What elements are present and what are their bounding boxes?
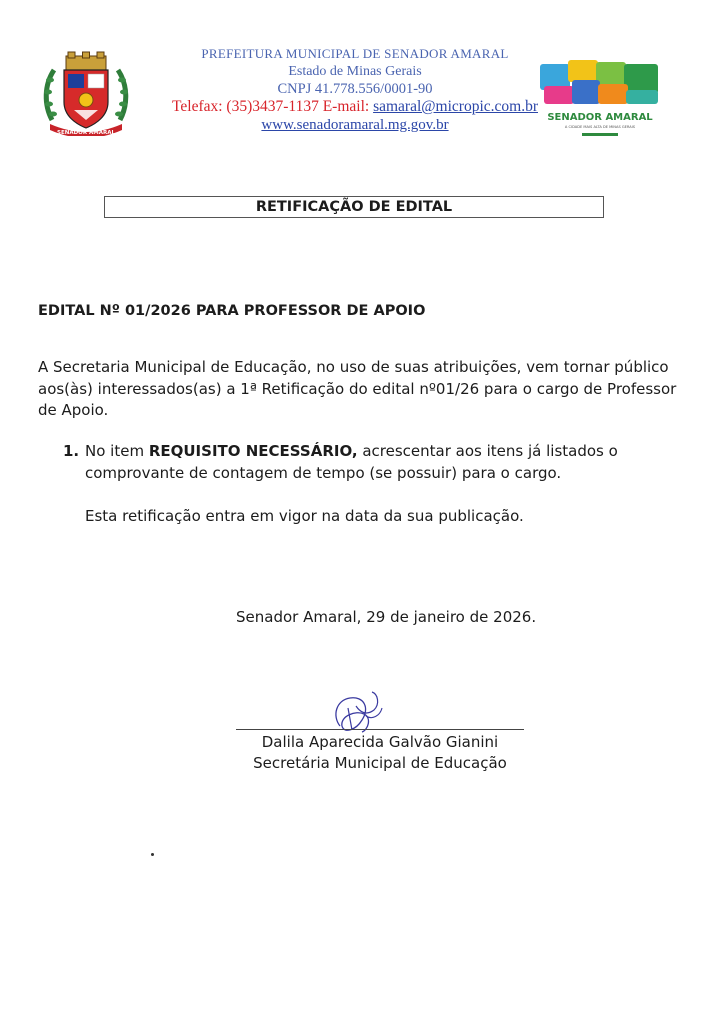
crest-ribbon-text: SENADOR AMARAL — [57, 130, 115, 136]
city-brand-logo-icon — [538, 58, 662, 140]
list-item — [85, 441, 645, 484]
header-website-link[interactable]: www.senadoramaral.mg.gov.br — [261, 117, 449, 133]
document-title-box: RETIFICAÇÃO DE EDITAL — [104, 196, 604, 218]
header-email-link[interactable]: samaral@micropic.com.br — [373, 98, 538, 115]
header-cnpj: CNPJ 41.778.556/0001-90 — [277, 81, 433, 97]
header-state: Estado de Minas Gerais — [288, 64, 422, 79]
edital-heading: EDITAL Nº 01/2026 PARA PROFESSOR DE APOIO — [38, 303, 426, 319]
list-item-number: 1. — [63, 442, 80, 460]
signatory-name: Dalila Aparecida Galvão Gianini — [261, 733, 499, 751]
stray-mark — [151, 853, 154, 856]
effective-paragraph: Esta retificação entra em vigor na data da sua publicação. — [85, 507, 524, 525]
brand-logo-name: SENADOR AMARAL — [547, 112, 653, 123]
intro-paragraph: A Secretaria Municipal de Educação, no uso de suas atribuições, vem tornar público aos(às) interessados(as) a 1ª Retificação do edital nº01/26 para o cargo de Professor de Apoio. — [38, 358, 677, 419]
signature-line — [236, 729, 524, 730]
header-title: PREFEITURA MUNICIPAL DE SENADOR AMARAL — [201, 46, 509, 61]
brand-logo-tagline: A CIDADE MAIS ALTA DE MINAS GERAIS — [564, 125, 636, 129]
place-date: Senador Amaral, 29 de janeiro de 2026. — [236, 608, 537, 626]
municipal-crest-icon — [42, 50, 130, 136]
list-item-prefix: No item — [85, 442, 149, 460]
header-contact — [120, 98, 590, 116]
list-item-suffix: acrescentar aos itens já listados o comprovante de contagem de tempo (se possuir) para o cargo. — [85, 442, 618, 482]
header-telefax: Telefax: (35)3437-1137 E-mail: — [172, 98, 374, 115]
signatory-role: Secretária Municipal de Educação — [253, 754, 507, 772]
list-item-emphasis: REQUISITO NECESSÁRIO, — [148, 442, 358, 460]
